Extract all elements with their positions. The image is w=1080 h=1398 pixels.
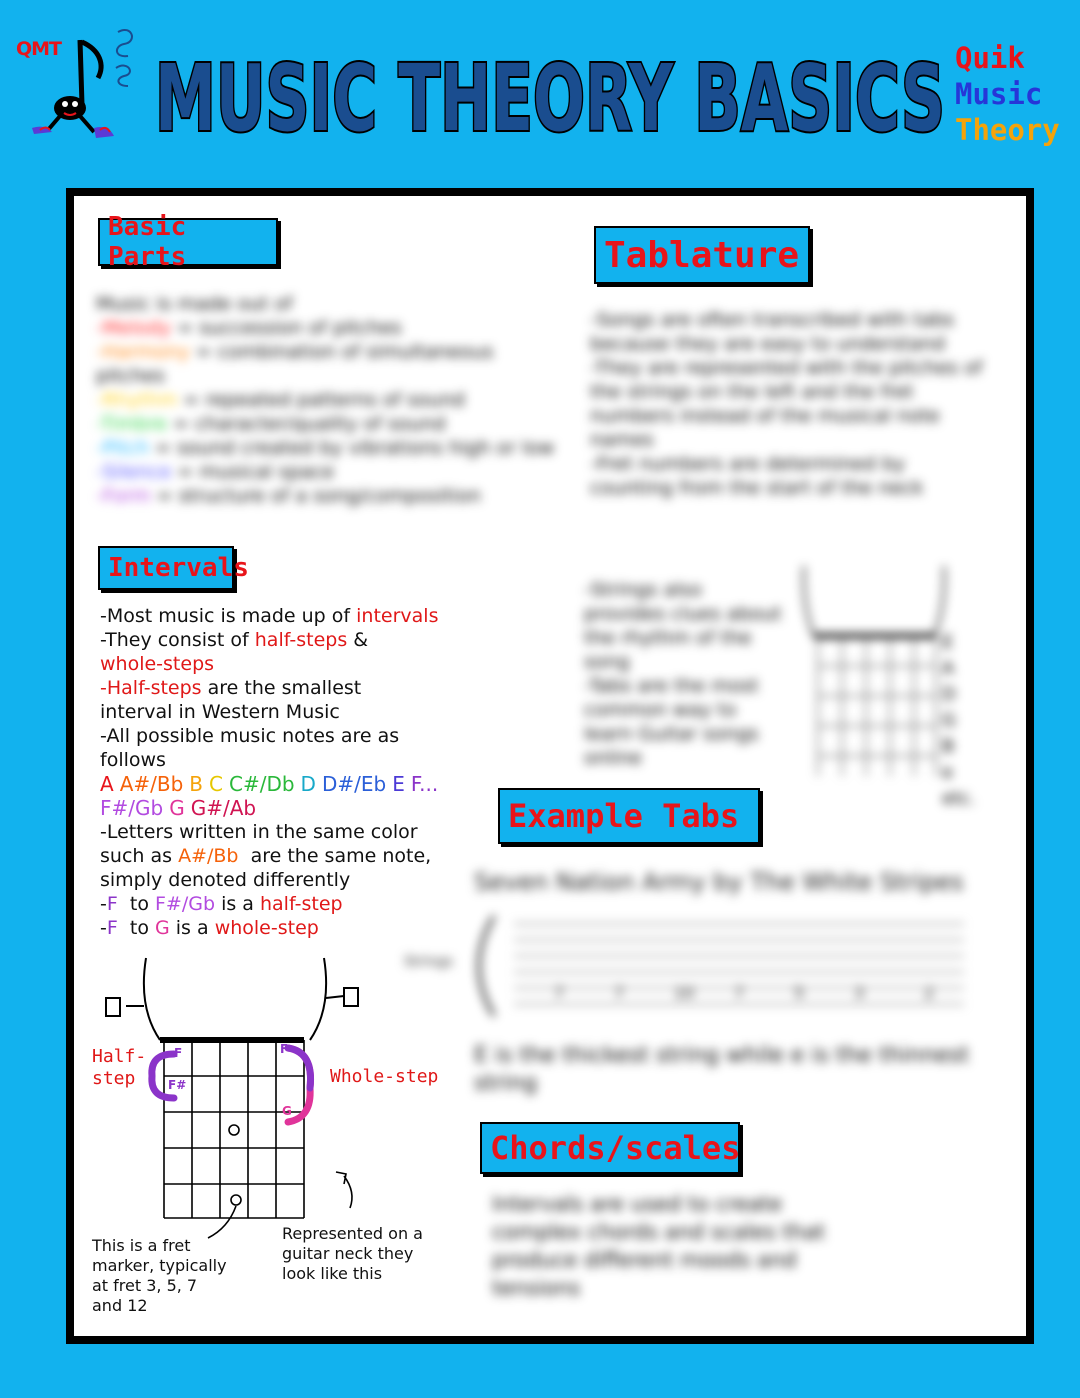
basic-parts-term: -Form (96, 485, 151, 507)
intervals-heading: Intervals (98, 546, 234, 590)
intervals-text-segment: whole-step (214, 917, 319, 939)
intervals-text-segment: -Letters written in the same color (100, 821, 418, 843)
note-name: F#/Gb (100, 796, 164, 820)
intervals-text-segment: half-steps (254, 629, 348, 651)
svg-text:7: 7 (554, 983, 565, 1002)
intervals-text-segment: G (155, 917, 170, 939)
intervals-text-segment: half-step (260, 893, 343, 915)
tab-string-label: G (942, 710, 956, 731)
basic-parts-term: -Silence (96, 461, 172, 483)
basic-parts-desc: = repeated patterns of sound (177, 389, 465, 411)
note-name: D (300, 772, 316, 796)
page-title (150, 50, 950, 145)
half-step-label: Half- step (92, 1046, 147, 1089)
music-note-mascot-icon (10, 20, 150, 150)
basic-parts-desc: = character/quality of sound (167, 413, 446, 435)
note-name: G#/Ab (190, 796, 257, 820)
qmt-logo (10, 20, 150, 150)
svg-text:Strings: Strings (404, 954, 454, 970)
basic-parts-item (96, 460, 556, 484)
chords-body-text: Intervals are used to create complex chords and scales that produce different moods and tensions (492, 1192, 826, 1300)
brand-quik: Quik (955, 41, 1025, 75)
tab-string-label: B (942, 736, 955, 757)
intervals-text-segment: -Most music is made up of (100, 605, 357, 627)
intervals-line (100, 700, 500, 724)
guitar-neck-caption: Represented on a guitar neck they look like this (282, 1224, 423, 1283)
tablature-body: -Songs are often transcribed with tabs because they are easy to understand -They are represented with the pitches of the strings on the left and the fret numbers instead of the musical note names -Fret numbers are determined by counting from the start of the neck (590, 309, 983, 499)
intervals-text-segment: are the same note, (238, 845, 432, 867)
intervals-line (100, 604, 500, 628)
basic-parts-heading: Basic Parts (98, 218, 278, 266)
note-name: E (392, 772, 405, 796)
intervals-text-segment: such as (100, 845, 179, 867)
brand-block (955, 40, 1060, 148)
tab-side-labels (942, 630, 976, 812)
intervals-text-segment: intervals (356, 605, 439, 627)
basic-parts-term: -Melody (96, 317, 172, 339)
basic-parts-term: -Harmony (96, 341, 190, 363)
note-label-f: F (174, 1046, 183, 1060)
tab-string-label: A (942, 658, 955, 679)
intervals-text-segment: -All possible music notes are as (100, 725, 400, 747)
whole-step-label: Whole-step (330, 1066, 439, 1087)
intervals-line (100, 820, 500, 844)
page-title-text: MUSIC THEORY BASICS (155, 50, 945, 145)
intervals-text-segment: is a (215, 893, 260, 915)
note-name: B (189, 772, 204, 796)
basic-parts-item (96, 388, 556, 412)
tab-string-label: etc. (942, 788, 976, 809)
intervals-text-segment: A#/Bb (178, 845, 239, 867)
intervals-line (100, 748, 500, 772)
tab-staff (404, 906, 974, 1026)
intervals-text-segment: F (106, 917, 118, 939)
svg-text:7: 7 (614, 983, 625, 1002)
intervals-text-segment: F (106, 893, 118, 915)
intervals-text-segment: to (117, 893, 155, 915)
chords-body (492, 1190, 872, 1302)
basic-parts-desc: = succession of pitches (171, 317, 402, 339)
logo-text: QMT (16, 38, 62, 60)
note-name: C (209, 772, 223, 796)
note-names-row (100, 796, 500, 820)
basic-parts-item (96, 340, 556, 388)
note-name: F... (410, 772, 439, 796)
intervals-line (100, 724, 500, 748)
tab-neck-drawing (774, 566, 1014, 806)
intervals-text-segment: is a (169, 917, 215, 939)
basic-parts-intro: Music is made out of (96, 293, 293, 315)
intervals-text-segment: whole-steps (100, 653, 215, 675)
tab-string-label: e (942, 762, 954, 783)
svg-text:7: 7 (734, 983, 745, 1002)
intervals-body (100, 604, 500, 940)
basic-parts-desc: = structure of a song/composition (150, 485, 481, 507)
intervals-text-segment: - (100, 893, 107, 915)
basic-parts-term: -Timbre (96, 413, 168, 435)
note-label-fsharp: F# (168, 1078, 187, 1092)
intervals-text-segment: -They consist of (100, 629, 255, 651)
note-names-row (100, 772, 500, 796)
tab-string-label: E (942, 632, 954, 653)
basic-parts-desc: = musical space (171, 461, 335, 483)
intervals-text-segment: are the smallest (201, 677, 362, 699)
tab-staff-drawing (404, 906, 974, 1026)
brand-music: Music (955, 77, 1043, 111)
basic-parts-desc: = sound created by vibrations high or low (149, 437, 555, 459)
example-tabs-caption: E is the thickest string while e is the thinnest string (474, 1043, 970, 1096)
basic-parts-list (96, 316, 556, 508)
intervals-text-segment: - (100, 917, 107, 939)
intervals-text-segment: follows (100, 749, 166, 771)
basic-parts-item (96, 316, 556, 340)
note-label-g: G (282, 1104, 292, 1118)
content-sheet (66, 188, 1034, 1344)
basic-parts-term: -Pitch (96, 437, 150, 459)
intervals-text-segment: to (117, 917, 155, 939)
note-name: D#/Eb (321, 772, 387, 796)
intervals-text-segment: & (347, 629, 369, 651)
note-label-f-top: F (280, 1042, 289, 1056)
intervals-line (100, 676, 500, 700)
svg-text:2: 2 (924, 983, 935, 1002)
basic-parts-item (96, 412, 556, 436)
note-name: A#/Bb (119, 772, 184, 796)
intervals-line (100, 628, 500, 652)
tab-string-label: D (942, 684, 956, 705)
basic-parts-item (96, 436, 556, 460)
note-name: A (100, 772, 114, 796)
basic-parts-item (96, 484, 556, 508)
example-tabs-heading: Example Tabs (498, 788, 760, 844)
intervals-text-segment: interval in Western Music (100, 701, 340, 723)
tablature-body-2: -Strings also provides clues about the rhythm of the song -Tabs are the most common way to learn Guitar songs online (584, 579, 782, 769)
basic-parts-body (96, 292, 556, 508)
tablature-heading: Tablature (594, 226, 810, 284)
basic-parts-desc: = combination of simultaneous pitches (96, 341, 494, 387)
intervals-line (100, 868, 500, 892)
song-title: Seven Nation Army by The White Stripes (474, 868, 964, 896)
intervals-line (100, 844, 500, 868)
svg-text:3: 3 (854, 983, 865, 1002)
intervals-text-segment: F#/Gb (155, 893, 216, 915)
intervals-text-segment: -Half-steps (100, 677, 202, 699)
fret-marker-caption: This is a fret marker, typically at fret 3, 5, 7 and 12 (92, 1236, 227, 1315)
chords-heading: Chords/scales (480, 1122, 740, 1174)
intervals-text-segment: simply denoted differently (100, 869, 351, 891)
note-name: C#/Db (228, 772, 295, 796)
brand-theory: Theory (955, 113, 1060, 147)
note-name: G (169, 796, 185, 820)
svg-text:10: 10 (674, 983, 695, 1002)
svg-text:5: 5 (794, 983, 805, 1002)
intervals-line (100, 652, 500, 676)
basic-parts-term: -Rhythm (96, 389, 178, 411)
tab-neck-diagram (774, 566, 1014, 809)
